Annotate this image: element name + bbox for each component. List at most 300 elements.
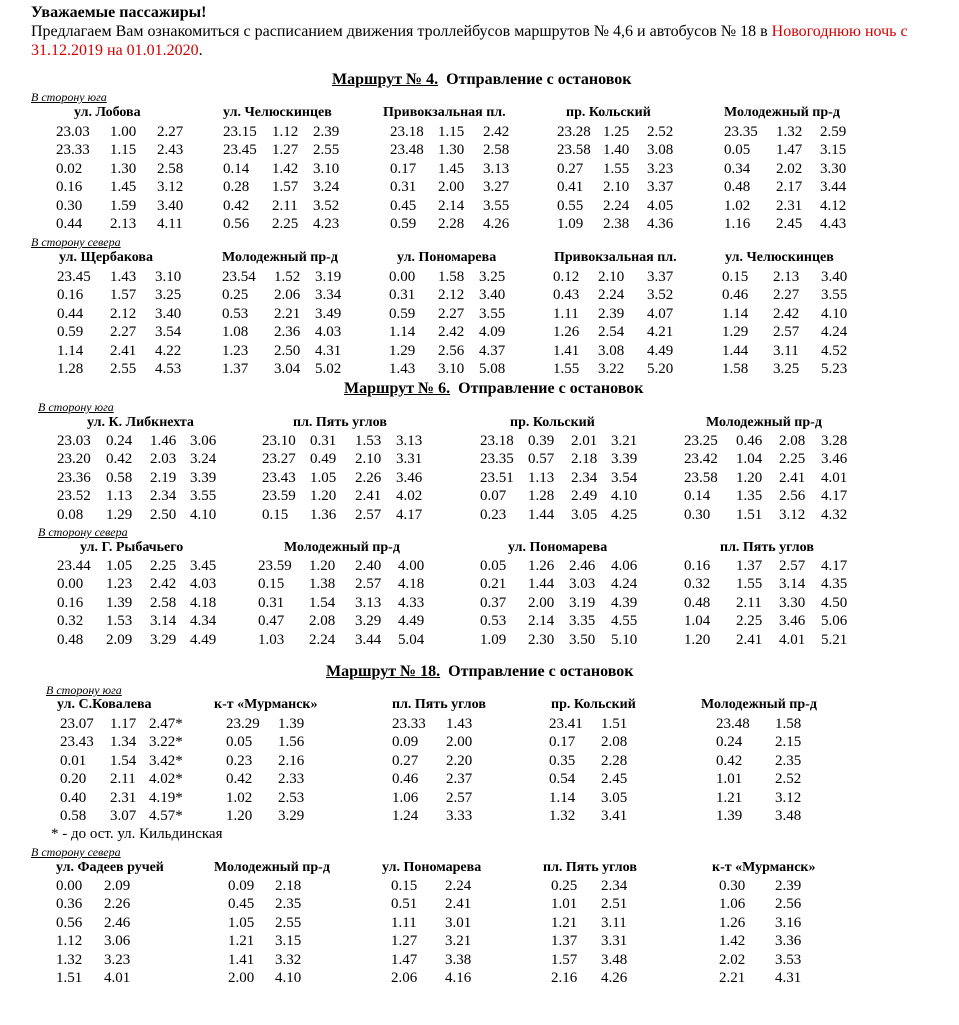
departure-time: 1.37 — [551, 933, 578, 950]
departure-time: 0.53 — [480, 613, 507, 630]
departure-time: 1.39 — [106, 594, 133, 611]
departure-time: 1.58 — [722, 361, 749, 378]
departure-time: 1.39 — [278, 716, 305, 732]
departure-time: 0.56 — [223, 216, 250, 233]
timetable-row — [724, 141, 868, 159]
departure-time: 2.42 — [773, 305, 800, 322]
stop-name: Молодежный пр-д — [214, 860, 330, 875]
timetable — [228, 877, 323, 987]
departure-time: 2.06 — [391, 970, 418, 987]
departure-time: 2.21 — [719, 970, 746, 987]
timetable-row — [391, 877, 493, 895]
timetable-row — [389, 268, 527, 286]
direction-label: В сторону севера — [38, 525, 128, 539]
departure-time: 2.00 — [446, 734, 473, 751]
departure-time: 2.25 — [150, 558, 177, 574]
timetable-row — [719, 914, 823, 932]
departure-time: 0.02 — [56, 160, 83, 177]
stop-name: Молодежный пр-д — [701, 697, 817, 712]
departure-time: 3.40 — [157, 197, 184, 214]
stop-name: ул. Щербакова — [59, 250, 153, 265]
timetable-row — [57, 487, 238, 505]
departure-time: 23.25 — [684, 433, 718, 449]
timetable-row — [684, 612, 869, 630]
departure-time: 2.57 — [779, 558, 806, 574]
timetable-row — [724, 178, 868, 196]
departure-time: 4.01 — [779, 631, 806, 648]
timetable — [57, 557, 238, 649]
timetable-row — [389, 323, 527, 341]
departure-time: 0.05 — [480, 558, 507, 574]
departure-time: 1.41 — [553, 342, 580, 359]
timetable — [60, 715, 197, 825]
departure-time: 2.30 — [528, 631, 555, 648]
departure-time: 4.31 — [315, 342, 342, 359]
stop-name: ул. К. Либкнехта — [87, 415, 194, 430]
stop-name: пр. Кольский — [551, 697, 636, 712]
departure-time: 3.25 — [479, 269, 506, 285]
timetable-row — [480, 594, 659, 612]
timetable-row — [262, 469, 444, 487]
departure-time: 1.21 — [716, 789, 743, 806]
departure-time: 5.23 — [821, 361, 848, 378]
departure-time: 1.41 — [228, 951, 255, 968]
timetable-row — [56, 951, 152, 969]
departure-time: 1.43 — [389, 361, 416, 378]
departure-time: 2.41 — [445, 896, 472, 913]
route-number: Маршрут № 18. — [326, 663, 441, 680]
departure-time: 0.59 — [390, 216, 417, 233]
departure-time: 0.58 — [60, 808, 87, 825]
departure-time: 4.07 — [647, 305, 674, 322]
departure-time: 1.26 — [528, 558, 555, 574]
timetable-row — [557, 123, 695, 141]
departure-time: 0.00 — [57, 576, 84, 593]
stop-name: ул. Фадеев ручей — [56, 860, 164, 875]
timetable-row — [262, 487, 444, 505]
departure-time: 1.11 — [553, 305, 579, 322]
timetable-row — [222, 360, 363, 378]
timetable-row — [549, 715, 649, 733]
timetable — [551, 877, 649, 987]
departure-time: 3.55 — [821, 287, 848, 304]
departure-time: 4.10 — [190, 506, 217, 523]
departure-time: 1.20 — [684, 631, 711, 648]
timetable-row — [57, 432, 238, 450]
departure-time: 1.14 — [57, 342, 84, 359]
stop-name: пл. Пять углов — [543, 860, 637, 875]
timetable-row — [480, 557, 659, 575]
departure-time: 1.43 — [110, 269, 137, 285]
departure-time: 0.08 — [57, 506, 84, 523]
departure-time: 1.06 — [392, 789, 419, 806]
departure-time: 3.22* — [149, 734, 183, 751]
departure-time: 3.12 — [775, 789, 802, 806]
timetable-row — [228, 969, 323, 987]
departure-time: 4.37 — [479, 342, 506, 359]
departure-time: 0.47 — [258, 613, 285, 630]
departure-time: 3.13 — [483, 160, 510, 177]
departure-time: 2.56 — [775, 896, 802, 913]
departure-time: 3.33 — [446, 808, 473, 825]
timetable-row — [551, 951, 649, 969]
departure-time: 1.08 — [222, 324, 249, 341]
timetable-row — [258, 557, 446, 575]
departure-time: 0.43 — [553, 287, 580, 304]
departure-time: 3.48 — [775, 808, 802, 825]
departure-time: 2.33 — [278, 771, 305, 788]
timetable-row — [56, 914, 152, 932]
departure-time: 2.10 — [603, 179, 630, 196]
departure-time: 1.38 — [309, 576, 336, 593]
departure-time: 2.57 — [355, 506, 382, 523]
timetable-row — [719, 951, 823, 969]
departure-time: 4.18 — [190, 594, 217, 611]
departure-time: 2.41 — [110, 342, 137, 359]
departure-time: 2.58 — [483, 142, 510, 159]
departure-time: 2.09 — [106, 631, 133, 648]
departure-time: 1.53 — [355, 433, 382, 449]
departure-time: 4.03 — [190, 576, 217, 593]
departure-time: 3.44 — [355, 631, 382, 648]
timetable-row — [390, 160, 531, 178]
departure-time: 0.14 — [684, 488, 711, 505]
departure-time: 1.15 — [438, 124, 465, 140]
departure-time: 2.10 — [598, 269, 625, 285]
departure-time: 2.27 — [773, 287, 800, 304]
timetable-row — [392, 715, 494, 733]
timetable-row — [226, 807, 326, 825]
departure-time: 0.00 — [389, 269, 416, 285]
departure-time: 4.17 — [396, 506, 423, 523]
departure-time: 1.55 — [603, 160, 630, 177]
departure-time: 4.22 — [155, 342, 182, 359]
departure-time: 3.15 — [820, 142, 847, 159]
departure-time: 0.23 — [226, 752, 253, 769]
departure-time: 1.59 — [110, 197, 137, 214]
departure-time: 23.03 — [57, 433, 91, 449]
departure-time: 3.05 — [571, 506, 598, 523]
departure-time: 0.31 — [258, 594, 285, 611]
timetable-row — [724, 197, 868, 215]
timetable — [223, 123, 361, 233]
departure-time: 3.10 — [155, 269, 182, 285]
departure-time: 2.26 — [355, 469, 382, 486]
departure-time: 23.10 — [262, 433, 296, 449]
departure-time: 1.32 — [56, 951, 83, 968]
timetable-row — [56, 215, 205, 233]
timetable-row — [716, 770, 823, 788]
stop-name: пр. Кольский — [510, 415, 595, 430]
departure-time: 1.02 — [724, 197, 751, 214]
departure-time: 3.40 — [155, 305, 182, 322]
stop-name: Привокзальная пл. — [554, 250, 677, 265]
departure-time: 0.24 — [716, 734, 743, 751]
departure-time: 1.46 — [150, 433, 177, 449]
departure-time: 4.09 — [479, 324, 506, 341]
departure-time: 2.51 — [601, 896, 628, 913]
stop-name: ул. Пономарева — [382, 860, 482, 875]
departure-time: 5.02 — [315, 361, 342, 378]
timetable-row — [551, 932, 649, 950]
departure-time: 23.52 — [57, 488, 91, 505]
timetable-row — [258, 631, 446, 649]
direction-label: В сторону юга — [38, 400, 114, 414]
stop-name: Молодежный пр-д — [284, 540, 400, 555]
timetable-row — [56, 932, 152, 950]
timetable — [719, 877, 823, 987]
departure-time: 4.12 — [820, 197, 847, 214]
departure-time: 2.02 — [719, 951, 746, 968]
departure-time: 1.44 — [722, 342, 749, 359]
departure-time: 2.21 — [274, 305, 301, 322]
departure-time: 1.15 — [110, 142, 137, 159]
departure-time: 1.26 — [719, 914, 746, 931]
departure-time: 2.37 — [446, 771, 473, 788]
departure-time: 5.08 — [479, 361, 506, 378]
departure-time: 4.16 — [445, 970, 472, 987]
intro-paragraph — [31, 22, 946, 60]
departure-time: 0.16 — [684, 558, 711, 574]
timetable-row — [56, 197, 205, 215]
departure-time: 4.49 — [647, 342, 674, 359]
timetable-row — [716, 715, 823, 733]
departure-time: 3.30 — [779, 594, 806, 611]
departure-time: 2.39 — [775, 878, 802, 894]
departure-time: 23.58 — [684, 469, 718, 486]
timetable-row — [716, 807, 823, 825]
departure-time: 2.35 — [275, 896, 302, 913]
departure-time: 2.42 — [483, 124, 510, 140]
timetable-row — [60, 789, 197, 807]
departure-time: 0.25 — [551, 878, 578, 894]
departure-time: 3.55 — [479, 305, 506, 322]
departure-time: 1.32 — [776, 124, 803, 140]
timetable-row — [222, 305, 363, 323]
departure-time: 2.25 — [272, 216, 299, 233]
departure-time: 4.50 — [821, 594, 848, 611]
departure-time: 0.05 — [724, 142, 751, 159]
departure-time: 2.13 — [110, 216, 137, 233]
timetable — [226, 715, 326, 825]
departure-time: 0.58 — [106, 469, 133, 486]
departure-time: 1.14 — [549, 789, 576, 806]
departure-time: 2.31 — [776, 197, 803, 214]
departure-time: 4.53 — [155, 361, 182, 378]
departure-time: 4.17 — [821, 488, 848, 505]
departure-time: 0.28 — [223, 179, 250, 196]
departure-time: 3.31 — [396, 451, 423, 468]
departure-time: 3.46 — [779, 613, 806, 630]
departure-time: 3.08 — [598, 342, 625, 359]
route-number: Маршрут № 6. — [344, 380, 451, 397]
departure-time: 2.24 — [445, 878, 472, 894]
departure-time: 4.32 — [821, 506, 848, 523]
stop-name: пл. Пять углов — [293, 415, 387, 430]
departure-time: 0.32 — [57, 613, 84, 630]
timetable-row — [57, 557, 238, 575]
timetable-row — [60, 807, 197, 825]
departure-time: 3.42* — [149, 752, 183, 769]
departure-time: 1.54 — [110, 752, 137, 769]
timetable-row — [223, 160, 361, 178]
departure-time: 2.35 — [775, 752, 802, 769]
departure-time: 1.20 — [310, 488, 337, 505]
timetable-row — [553, 268, 695, 286]
timetable-row — [228, 877, 323, 895]
departure-time: 3.21 — [445, 933, 472, 950]
departure-time: 1.45 — [110, 179, 137, 196]
timetable-row — [60, 752, 197, 770]
timetable-row — [549, 752, 649, 770]
departure-time: 2.13 — [773, 269, 800, 285]
timetable-row — [226, 752, 326, 770]
departure-time: 5.21 — [821, 631, 848, 648]
departure-time: 1.32 — [549, 808, 576, 825]
departure-time: 3.37 — [647, 179, 674, 196]
departure-time: 0.41 — [557, 179, 584, 196]
timetable-row — [390, 215, 531, 233]
timetable-row — [724, 123, 868, 141]
timetable — [684, 432, 869, 524]
departure-time: 0.15 — [262, 506, 289, 523]
timetable-row — [228, 932, 323, 950]
departure-time: 3.08 — [647, 142, 674, 159]
timetable — [258, 557, 446, 649]
departure-time: 1.29 — [722, 324, 749, 341]
timetable-row — [684, 557, 869, 575]
departure-time: 23.51 — [480, 469, 514, 486]
departure-time: 4.19* — [149, 789, 183, 806]
timetable-row — [57, 575, 238, 593]
departure-time: 3.05 — [601, 789, 628, 806]
departure-time: 23.18 — [390, 124, 424, 140]
departure-time: 0.39 — [528, 433, 555, 449]
departure-time: 1.51 — [736, 506, 763, 523]
departure-time: 3.11 — [773, 342, 799, 359]
timetable-row — [684, 487, 869, 505]
departure-time: 23.07 — [60, 716, 94, 732]
timetable-row — [392, 807, 494, 825]
departure-time: 23.28 — [557, 124, 591, 140]
departure-time: 2.57 — [355, 576, 382, 593]
departure-time: 0.40 — [60, 789, 87, 806]
timetable-row — [57, 305, 203, 323]
departure-time: 23.15 — [223, 124, 257, 140]
departure-time: 3.30 — [820, 160, 847, 177]
departure-time: 1.42 — [272, 160, 299, 177]
timetable-row — [719, 969, 823, 987]
footnote: * - до ост. ул. Кильдинская — [51, 826, 223, 842]
departure-time: 0.45 — [228, 896, 255, 913]
departure-time: 0.15 — [391, 878, 418, 894]
timetable-row — [57, 469, 238, 487]
departure-time: 1.14 — [389, 324, 416, 341]
departure-time: 1.29 — [106, 506, 133, 523]
departure-time: 0.30 — [719, 878, 746, 894]
departure-time: 2.57 — [773, 324, 800, 341]
departure-time: 1.30 — [438, 142, 465, 159]
timetable-row — [391, 895, 493, 913]
departure-time: 0.46 — [722, 287, 749, 304]
departure-time: 3.14 — [779, 576, 806, 593]
stop-name: Привокзальная пл. — [383, 105, 506, 120]
departure-time: 1.57 — [551, 951, 578, 968]
timetable-row — [724, 215, 868, 233]
departure-time: 0.16 — [56, 179, 83, 196]
departure-time: 4.31 — [775, 970, 802, 987]
departure-time: 2.34 — [601, 878, 628, 894]
route-number: Маршрут № 4. — [332, 71, 439, 88]
departure-time: 1.11 — [391, 914, 417, 931]
departure-time: 2.08 — [309, 613, 336, 630]
departure-time: 4.52 — [821, 342, 848, 359]
departure-time: 3.25 — [155, 287, 182, 304]
departure-time: 1.02 — [226, 789, 253, 806]
departure-time: 5.20 — [647, 361, 674, 378]
timetable-row — [226, 770, 326, 788]
departure-time: 23.54 — [222, 269, 256, 285]
departure-time: 3.39 — [611, 451, 638, 468]
departure-time: 23.33 — [392, 716, 426, 732]
departure-time: 3.10 — [313, 160, 340, 177]
timetable-row — [684, 631, 869, 649]
departure-time: 0.57 — [528, 451, 555, 468]
departure-time: 0.48 — [724, 179, 751, 196]
departure-time: 3.24 — [313, 179, 340, 196]
departure-time: 0.27 — [392, 752, 419, 769]
departure-time: 2.27 — [438, 305, 465, 322]
departure-time: 23.36 — [57, 469, 91, 486]
departure-time: 1.57 — [272, 179, 299, 196]
departure-time: 1.34 — [110, 734, 137, 751]
departure-time: 0.30 — [684, 506, 711, 523]
departure-time: 2.11 — [272, 197, 298, 214]
departure-time: 2.12 — [438, 287, 465, 304]
greeting: Уважаемые пассажиры! — [31, 4, 207, 21]
timetable-row — [390, 123, 531, 141]
departure-time: 23.20 — [57, 451, 91, 468]
timetable-row — [226, 789, 326, 807]
departure-time: 4.17 — [821, 558, 848, 574]
departure-time: 2.20 — [446, 752, 473, 769]
departure-time: 4.57* — [149, 808, 183, 825]
departure-time: 23.45 — [223, 142, 257, 159]
timetable-row — [57, 631, 238, 649]
departure-time: 0.48 — [57, 631, 84, 648]
departure-time: 2.41 — [736, 631, 763, 648]
stop-name: ул. Г. Рыбачьего — [80, 540, 184, 555]
departure-time: 1.26 — [553, 324, 580, 341]
departure-time: 1.57 — [110, 287, 137, 304]
timetable-row — [57, 323, 203, 341]
timetable-row — [57, 360, 203, 378]
stop-name: ул. Пономарева — [508, 540, 608, 555]
departure-time: 1.01 — [551, 896, 578, 913]
timetable-row — [228, 914, 323, 932]
timetable-row — [716, 752, 823, 770]
intro-end: . — [198, 42, 203, 59]
departure-time: 2.38 — [603, 216, 630, 233]
departure-time: 3.54 — [611, 469, 638, 486]
timetable-row — [480, 432, 659, 450]
departure-time: 3.39 — [190, 469, 217, 486]
departure-time: 4.21 — [647, 324, 674, 341]
departure-time: 1.51 — [56, 970, 83, 987]
departure-time: 0.16 — [57, 287, 84, 304]
departure-time: 2.55 — [313, 142, 340, 159]
departure-time: 1.09 — [557, 216, 584, 233]
